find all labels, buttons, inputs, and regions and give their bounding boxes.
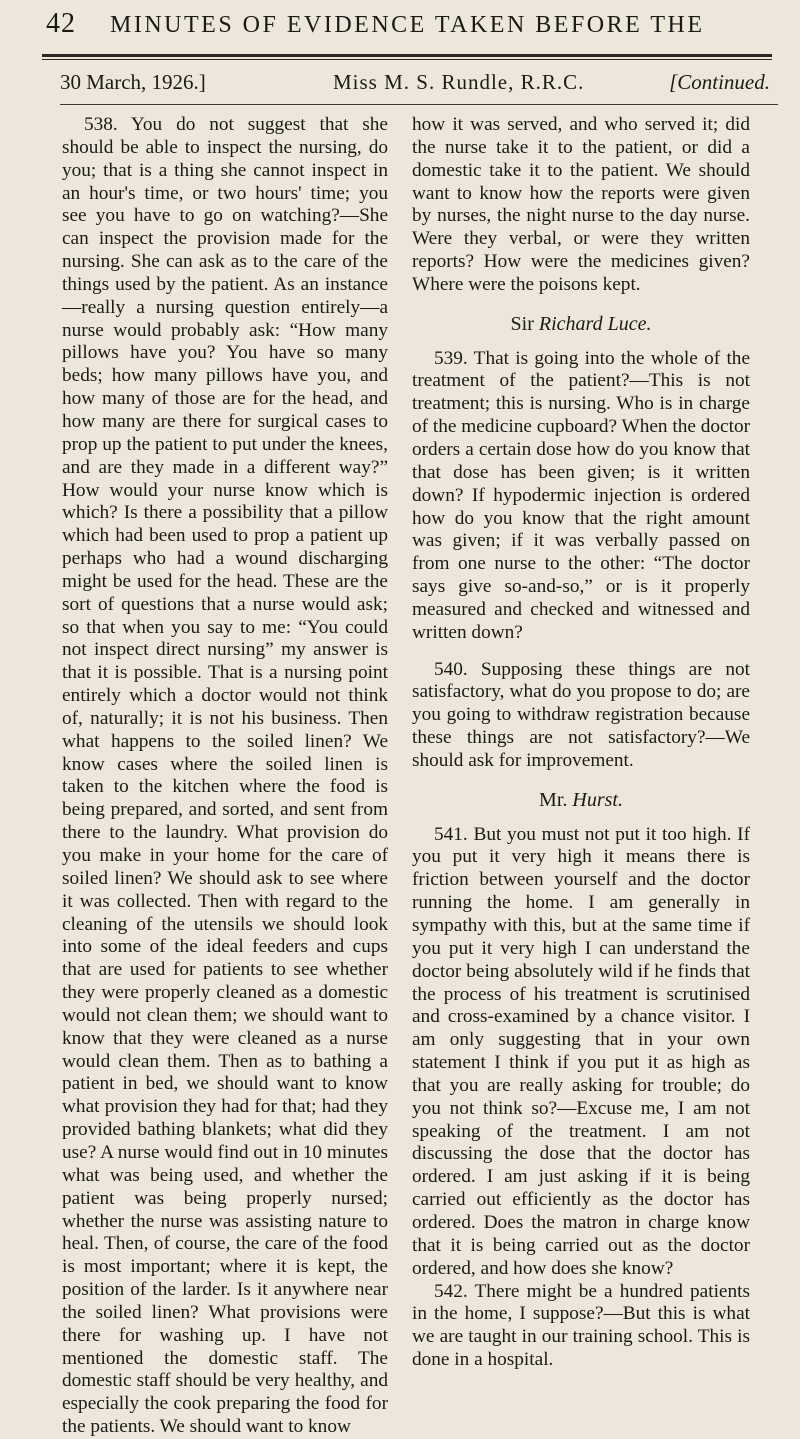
speaker-title: Sir bbox=[510, 312, 534, 335]
header-rule-thin bbox=[42, 59, 772, 60]
hearing-date: 30 March, 1926.] bbox=[60, 70, 206, 94]
speaker-name: Richard Luce. bbox=[538, 312, 652, 335]
continued-label: [Continued. bbox=[669, 70, 770, 94]
witness-name: Miss M. S. Rundle, R.R.C. bbox=[333, 70, 585, 94]
paragraph-540: 540. Supposing these things are not satisfactory, what do you propose to do; are you going to withdraw registration because these things are not satisfactory?—We should ask for improvement. bbox=[412, 658, 750, 771]
speaker-heading-hurst bbox=[412, 789, 750, 812]
page-number: 42 bbox=[46, 8, 76, 39]
paragraph-542: 542. There might be a hundred patients in the home, I suppose?—But this is what we are taught in our training school. This is done in a hospital. bbox=[412, 1280, 750, 1371]
right-column bbox=[412, 114, 750, 1372]
subheader bbox=[60, 70, 778, 100]
page-header bbox=[0, 0, 800, 52]
left-column bbox=[62, 114, 388, 1439]
speaker-name: Hurst. bbox=[572, 788, 623, 811]
paragraph-continuation: how it was served, and who served it; did the nurse take it to the patient, or did a domestic take it to the patient. We should want to know how the reports were given by nurses, the night nurse to the day nurse. Were they verbal, or were they written reports? How were the medicines given? Where were the poisons kept. bbox=[412, 114, 750, 295]
running-title: MINUTES OF EVIDENCE TAKEN BEFORE THE bbox=[110, 12, 705, 38]
subheader-rule bbox=[60, 104, 778, 105]
speaker-heading-luce bbox=[412, 313, 750, 336]
paragraph-538: 538. You do not suggest that she should be able to inspect the nursing, do you; that is a thing she cannot inspect in an hour's time, or two hours' time; you see you have to go on watching?—She can inspect the provision made for the nursing. She can ask as to the care of the things used by the patient. As an instance—really a nursing question entirely—a nurse would probably ask: “How many pillows have you? You have so many beds; how many pillows have you, and how many of those are for the head, and how many are there for surgical cases to prop up the patient to put under the knees, and are they made in a different way?” How would your nurse know which is which? Is there a possibility that a pillow which had been used to prop a patient up perhaps who had a wound discharging might be used for the head. These are the sort of questions that a nurse would ask; so that when you say to me: “You could not inspect direct nursing” my answer is that it is possible. That is a nursing point entirely which a doctor would not think of, naturally; it is not his business. Then what happens to the soiled linen? We know cases where the soiled linen is taken to the kitchen where the food is being prepared, and sorted, and sent from there to the laundry. What provision do you make in your home for the care of soiled linen? We should ask to see where it was collected. Then with regard to the cleaning of the utensils we should look into some of the ideal feeders and cups that are used for patients to see whether they were properly cleaned as a domestic would not clean them; we should want to know that they were cleaned as a nurse would clean them. Then as to bathing a patient in bed, we should want to know what provision they had for that; had they provided bathing blankets; what did they use? A nurse would find out in 10 minutes what was being used, and whether the patient was being properly nursed; whether the nurse was assisting nature to heal. Then, of course, the care of the food is most important; where it is kept, the position of the larder. Is it anywhere near the soiled linen? What provisions were there for washing up. I have not mentioned the domestic staff. The domestic staff should be very healthy, and especially the cook preparing the food for the patients. We should want to know bbox=[62, 114, 388, 1438]
speaker-title: Mr. bbox=[539, 788, 568, 811]
header-rule-thick bbox=[42, 54, 772, 57]
paragraph-541: 541. But you must not put it too high. If you put it very high it means there is friction between yourself and the doctor running the home. I am generally in sympathy with this, but at the same time if you put it very high I can understand the doctor being absolutely wild if he finds that the process of his treatment is scrutinised and cross-examined by a chance visitor. I am only suggesting that in your own statement I think if you put it as high as that you are really asking for trouble; do you not think so?—Excuse me, I am not speaking of the treatment. I am not discussing the dose that the doctor has ordered. I am just asking if it is being carried out efficiently as the doctor has ordered. Does the matron in charge know that it is being carried out as the doctor ordered, and how does she know? bbox=[412, 823, 750, 1279]
paragraph-539: 539. That is going into the whole of the treatment of the patient?—This is not treatment; this is nursing. Who is in charge of the medicine cupboard? When the doctor orders a certain dose how do you know that that dose has been given; is it written down? If hypodermic injection is ordered how do you know that the right amount was given; if it was verbally passed on from one nurse to the other: “The doctor says give so-and-so,” or is it properly measured and checked and witnessed and written down? bbox=[412, 347, 751, 643]
